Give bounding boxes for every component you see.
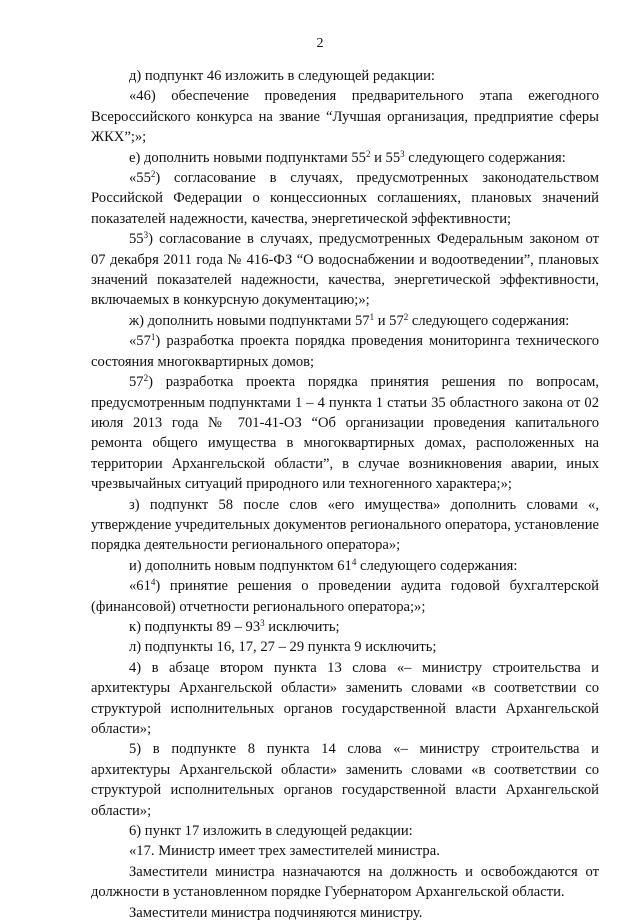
paragraph: [91, 617, 599, 637]
paragraph: [91, 658, 599, 740]
text-run: ж) дополнить новыми подпунктами 57: [129, 312, 370, 329]
text-run: и 57: [374, 312, 404, 329]
superscript: 2: [150, 169, 156, 180]
superscript: 4: [351, 556, 357, 567]
superscript: 4: [150, 577, 156, 588]
text-run: «61: [129, 578, 151, 595]
superscript: 2: [365, 148, 371, 159]
superscript: 2: [403, 311, 409, 322]
text-run: 6) пункт 17 изложить в следующей редакции:: [129, 823, 413, 840]
text-run: 57: [129, 374, 144, 391]
text-run: к) подпункты 89 – 93: [129, 618, 261, 635]
text-run: ) согласование в случаях, предусмотренных Федеральным законом от 07 декабря 2011 года № 416-ФЗ “О водоснабжении и водоотведении”, плановых значений показателей надежности, качества, энергетической эффективности, включаемых в конкурсную документацию;»;: [91, 231, 599, 309]
text-run: л) подпункты 16, 17, 27 – 29 пункта 9 исключить;: [129, 639, 437, 656]
paragraph: [91, 229, 599, 311]
paragraph: [91, 821, 599, 841]
paragraph: [91, 86, 599, 147]
text-run: з) подпункт 58 после слов «его имущества» дополнить словами «, утверждение учредительных документов регионального оператора, установление порядка деятельности регионального оператора»;: [91, 496, 599, 554]
paragraph: [91, 168, 599, 229]
text-run: следующего содержания:: [404, 149, 566, 166]
superscript: 1: [369, 311, 375, 322]
document-body: [91, 66, 599, 923]
text-run: Заместители министра подчиняются министру.: [129, 904, 423, 921]
text-run: и) дополнить новым подпунктом 61: [129, 557, 352, 574]
text-run: д) подпункт 46 изложить в следующей редакции:: [129, 68, 435, 84]
text-run: ) согласование в случаях, предусмотренных законодательством Российской Федерации о концессионных соглашениях, плановых значений показателей надежности, качества, энергетической эффективности;: [91, 170, 599, 227]
superscript: 3: [400, 148, 405, 159]
superscript: 3: [260, 617, 265, 628]
paragraph: [91, 495, 599, 556]
text-run: «57: [129, 333, 151, 350]
text-run: и 55: [370, 149, 401, 166]
paragraph: [91, 841, 599, 861]
text-run: ) разработка проекта порядка проведения мониторинга технического состояния многоквартирных домов;: [91, 333, 599, 370]
paragraph: [91, 331, 599, 372]
text-run: следующего содержания:: [356, 557, 518, 574]
text-run: 55: [129, 231, 144, 248]
superscript: 1: [150, 332, 156, 343]
paragraph: [91, 903, 599, 923]
text-run: 4) в абзаце втором пункта 13 слова «– министру строительства и архитектуры Архангельской области» заменить словами «в соответствии со структурой исполнительных органов государственной власти Архангельской области»;: [91, 659, 599, 737]
text-run: ) разработка проекта порядка принятия решения по вопросам, предусмотренным подпунктами 1 – 4 пункта 1 статьи 35 областного закона от 02 июля 2013 года № 701-41-ОЗ “Об организации проведения капитального ремонта общего имущества в многоквартирных домах, расположенных на территории Архангельской области”, в случае возникновения аварии, иных чрезвычайных ситуаций природного или техногенного характера;»;: [91, 374, 599, 493]
paragraph: [91, 66, 599, 86]
superscript: 3: [143, 230, 149, 241]
text-run: «17. Министр имеет трех заместителей министра.: [129, 843, 440, 860]
paragraph: [91, 556, 599, 576]
paragraph: [91, 576, 599, 617]
text-run: исключить;: [264, 618, 340, 635]
text-run: следующего содержания:: [408, 312, 570, 329]
text-run: Заместители министра назначаются на должность и освобождаются от должности в установленном порядке Губернатором Архангельской области.: [91, 863, 599, 901]
text-run: «55: [129, 170, 151, 187]
paragraph: [91, 739, 599, 821]
paragraph: [91, 148, 599, 168]
paragraph: [91, 862, 599, 903]
text-run: «46) обеспечение проведения предварительного этапа ежегодного Всероссийского конкурса на звание “Лучшая организация, предприятие сферы ЖКХ”;»;: [91, 88, 599, 146]
text-run: е) дополнить новыми подпунктами 55: [129, 149, 366, 166]
paragraph: [91, 372, 599, 494]
text-run: 5) в подпункте 8 пункта 14 слова «– министру строительства и архитектуры Архангельской области» заменить словами «в соответствии со структурой исполнительных органов государственной власти Архангельской области»;: [91, 741, 599, 819]
text-run: ) принятие решения о проведении аудита годовой бухгалтерской (финансовой) отчетности регионального оператора;»;: [91, 578, 599, 615]
page-number: 2: [316, 36, 324, 51]
paragraph: [91, 311, 599, 331]
superscript: 2: [143, 373, 149, 384]
paragraph: [91, 637, 599, 657]
